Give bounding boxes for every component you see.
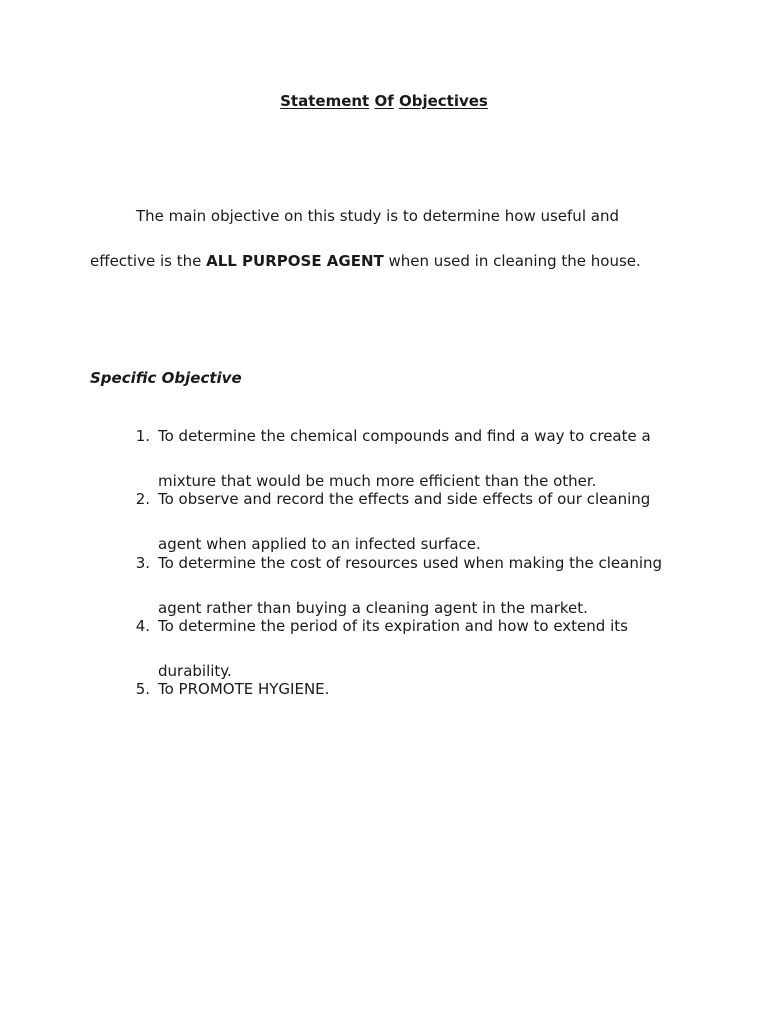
title-word-of: Of [374, 92, 394, 110]
objective-number: 1. [135, 427, 150, 445]
objective-item-1 [0, 427, 768, 490]
objective-text-line-1: To determine the cost of resources used when making the cleaning [158, 554, 663, 572]
title-word-objectives: Objectives [398, 92, 488, 110]
objective-number: 5. [135, 680, 150, 698]
objective-item-3 [0, 554, 768, 617]
objective-item-4 [0, 617, 768, 680]
objective-text-line-1: To observe and record the effects and side effects of our cleaning [158, 490, 651, 508]
objective-text-line-2: mixture that would be much more efficient than the other. [158, 472, 597, 490]
intro-text-after: when used in cleaning the house. [383, 252, 641, 270]
objective-item-5 [0, 680, 768, 740]
objective-number: 4. [135, 617, 150, 635]
objective-number: 3. [135, 554, 150, 572]
objective-number: 2. [135, 490, 150, 508]
objective-item-2 [0, 490, 768, 553]
objective-text-line-2: durability. [158, 662, 232, 680]
objective-text-line-2: agent when applied to an infected surface. [158, 535, 481, 553]
objective-text-line-2: agent rather than buying a cleaning agent in the market. [158, 599, 588, 617]
specific-objective-heading: Specific Objective [90, 369, 242, 387]
objective-text-line-1: To PROMOTE HYGIENE. [158, 680, 330, 698]
objective-text-line-1: To determine the chemical compounds and find a way to create a [158, 427, 651, 445]
document-title [0, 92, 768, 110]
intro-paragraph-line-2 [90, 252, 641, 270]
objective-text-line-1: To determine the period of its expiration and how to extend its [158, 617, 628, 635]
intro-text-before: effective is the [90, 252, 207, 270]
intro-bold-agent: ALL PURPOSE AGENT [206, 252, 384, 270]
intro-paragraph-line-1: The main objective on this study is to determine how useful and [136, 207, 619, 225]
title-word-statement: Statement [280, 92, 370, 110]
